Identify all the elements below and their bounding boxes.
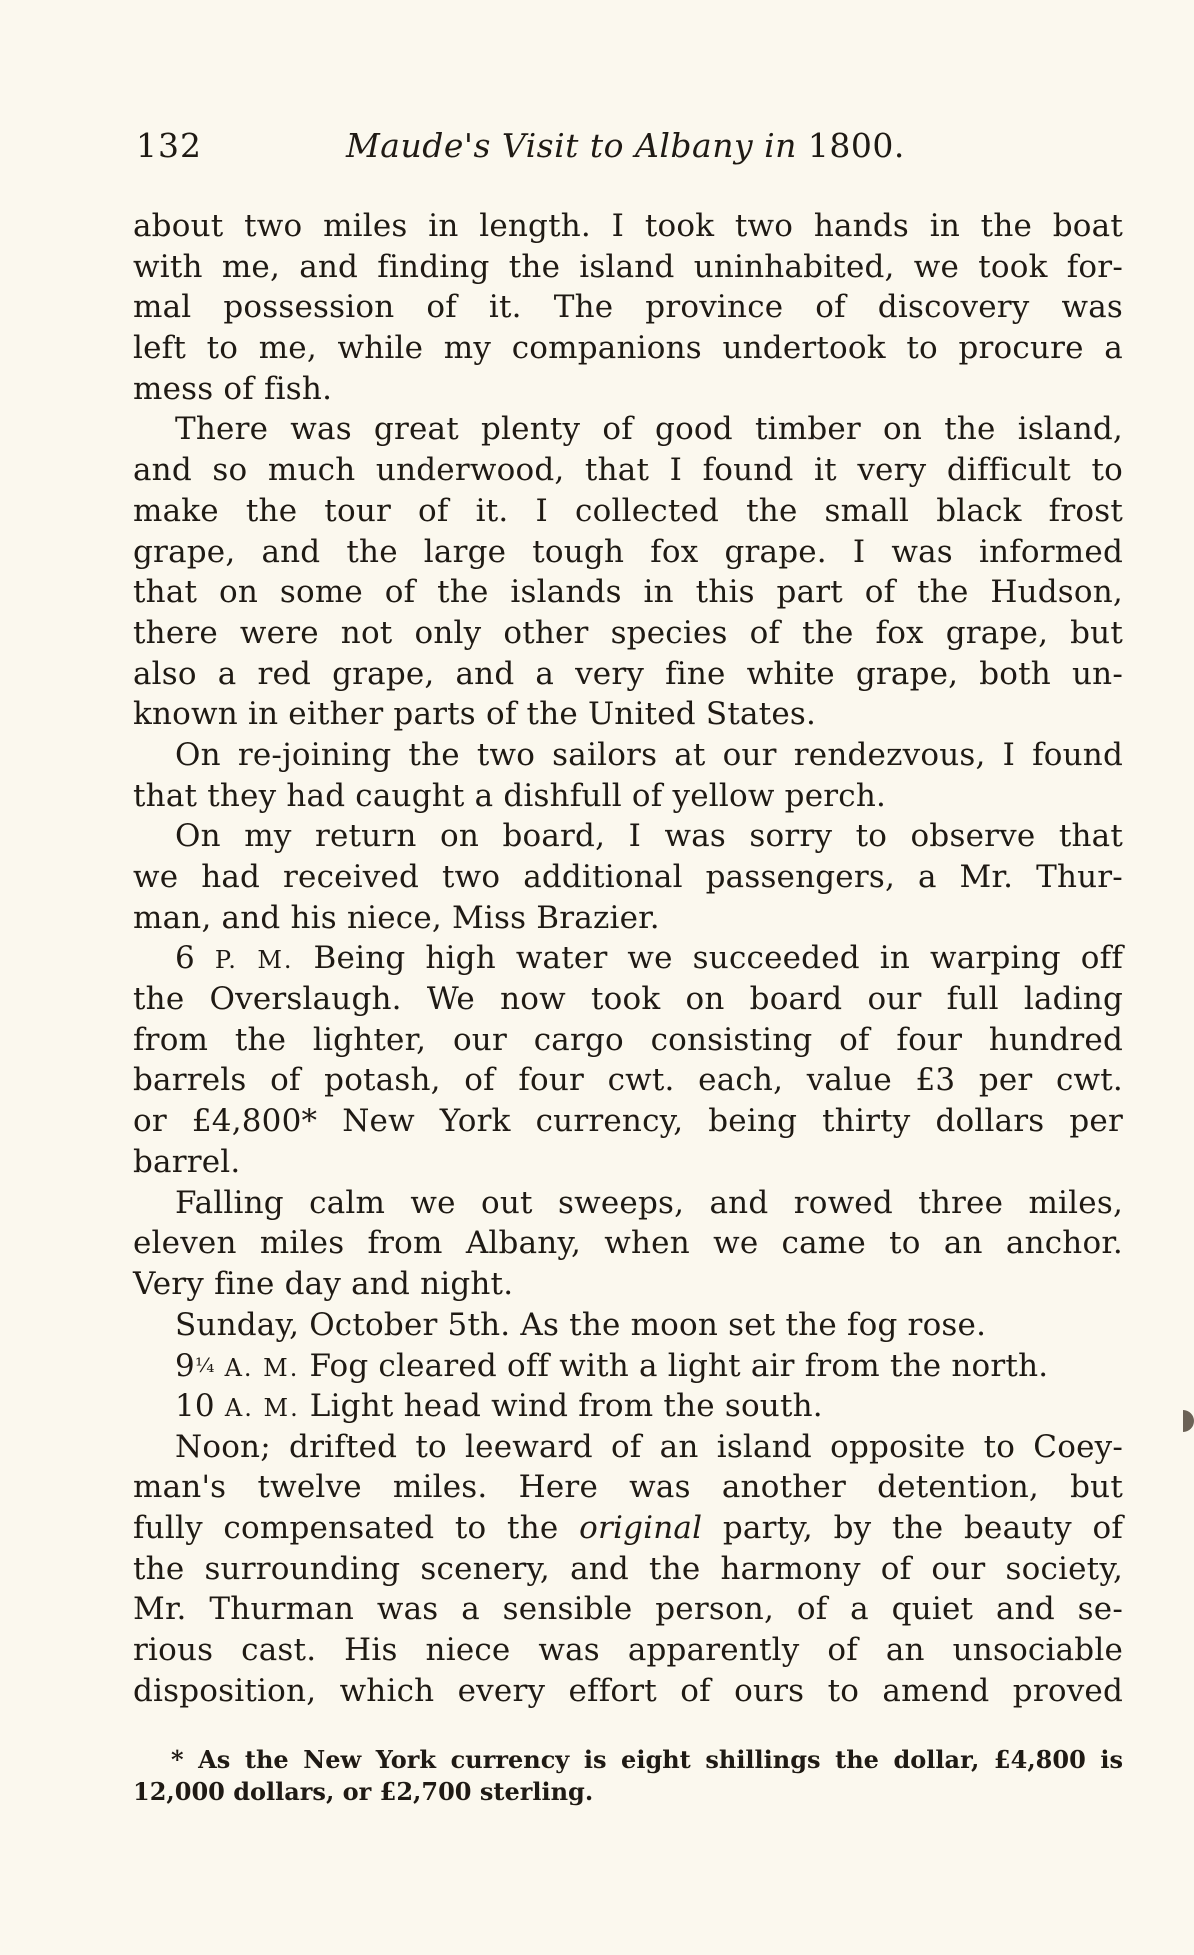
time-number: 6 (175, 940, 195, 977)
running-title-text: Maude's Visit to Albany in (346, 126, 797, 165)
text-line-6pm (133, 938, 1123, 979)
time-number: 10 (175, 1387, 215, 1424)
footnote-line: 12,000 dollars, or £2,700 sterling. (133, 1777, 594, 1806)
text-line: Sunday, October 5th. As the moon set the fog rose. (175, 1306, 987, 1343)
text-line: that on some of the islands in this part of the Hudson, (133, 574, 1123, 611)
running-title (346, 126, 905, 165)
running-title-year: 1800. (807, 126, 905, 165)
text-line: There was great plenty of good timber on the island, (175, 411, 1123, 448)
text-line: Noon; drifted to leeward of an island opposite to Coey- (175, 1428, 1123, 1465)
running-header (136, 126, 1126, 176)
text-line: Falling calm we out sweeps, and rowed three miles, (175, 1184, 1123, 1221)
text-line: about two miles in length. I took two hands in the boat (133, 208, 1123, 244)
time-fraction: ¼ (194, 1353, 215, 1378)
text-line: we had received two additional passengers, a Mr. Thur- (133, 859, 1123, 895)
text-line: the Overslaugh. We now took on board our full lading (133, 981, 1123, 1018)
text-line: Very fine day and night. (133, 1265, 514, 1302)
page-number: 132 (136, 126, 202, 165)
text-line: rious cast. His niece was apparently of an unsociable (133, 1632, 1123, 1669)
text-line-italic (133, 1508, 1123, 1549)
text-line: On re-joining the two sailors at our rendezvous, I found (175, 736, 1123, 773)
text-line: or £4,800* New York currency, being thirty dollars per (133, 1103, 1123, 1140)
text-line: known in either parts of the United States. (133, 696, 817, 733)
line-rest: Light head wind from the south. (309, 1387, 823, 1424)
line-start: fully compensated to the (133, 1510, 559, 1546)
text-line: with me, and finding the island uninhabited, we took for- (133, 248, 1123, 285)
time-meridiem: A. M. (224, 1393, 300, 1422)
text-line: make the tour of it. I collected the small black frost (133, 492, 1123, 529)
text-line: eleven miles from Albany, when we came to an anchor. (133, 1225, 1123, 1262)
footnote (133, 1744, 1123, 1808)
margin-mark (1183, 1410, 1194, 1432)
text-line: mal possession of it. The province of discovery was (133, 289, 1123, 326)
text-line: that they had caught a dishfull of yellow perch. (133, 777, 887, 814)
italic-word: original (579, 1510, 703, 1546)
text-line: and so much underwood, that I found it very difficult to (133, 452, 1123, 489)
text-line: mess of fish. (133, 370, 333, 407)
text-line-10am (133, 1386, 1123, 1427)
line-rest: Being high water we succeeded in warping off (313, 940, 1123, 977)
text-line: Mr. Thurman was a sensible person, of a quiet and se- (133, 1591, 1123, 1628)
time-number: 9 (175, 1348, 195, 1385)
line-rest: Fog cleared off with a light air from the north. (309, 1348, 1049, 1385)
time-meridiem: A. M. (224, 1354, 300, 1383)
text-line: disposition, which every effort of ours to amend proved (133, 1672, 1123, 1709)
text-line: barrel. (133, 1143, 241, 1180)
text-line: the surrounding scenery, and the harmony of our society, (133, 1550, 1123, 1587)
text-line: On my return on board, I was sorry to observe that (175, 818, 1123, 855)
text-line: grape, and the large tough fox grape. I was informed (133, 533, 1123, 570)
line-end: party, by the beauty of (722, 1510, 1123, 1546)
time-meridiem: P. M. (214, 946, 294, 975)
text-line-9am (133, 1345, 1123, 1386)
text-line: man's twelve miles. Here was another detention, but (133, 1469, 1123, 1506)
text-line: barrels of potash, of four cwt. each, value £3 per cwt. (133, 1062, 1123, 1099)
text-line: left to me, while my companions undertook to procure a (133, 330, 1123, 367)
text-line: there were not only other species of the fox grape, but (133, 614, 1123, 651)
footnote-line: * As the New York currency is eight shillings the dollar, £4,800 is (171, 1745, 1123, 1774)
text-line: also a red grape, and a very fine white grape, both un- (133, 655, 1123, 692)
text-line: from the lighter, our cargo consisting of four hundred (133, 1021, 1123, 1058)
body-text (133, 206, 1123, 1711)
text-line: man, and his niece, Miss Brazier. (133, 899, 660, 936)
